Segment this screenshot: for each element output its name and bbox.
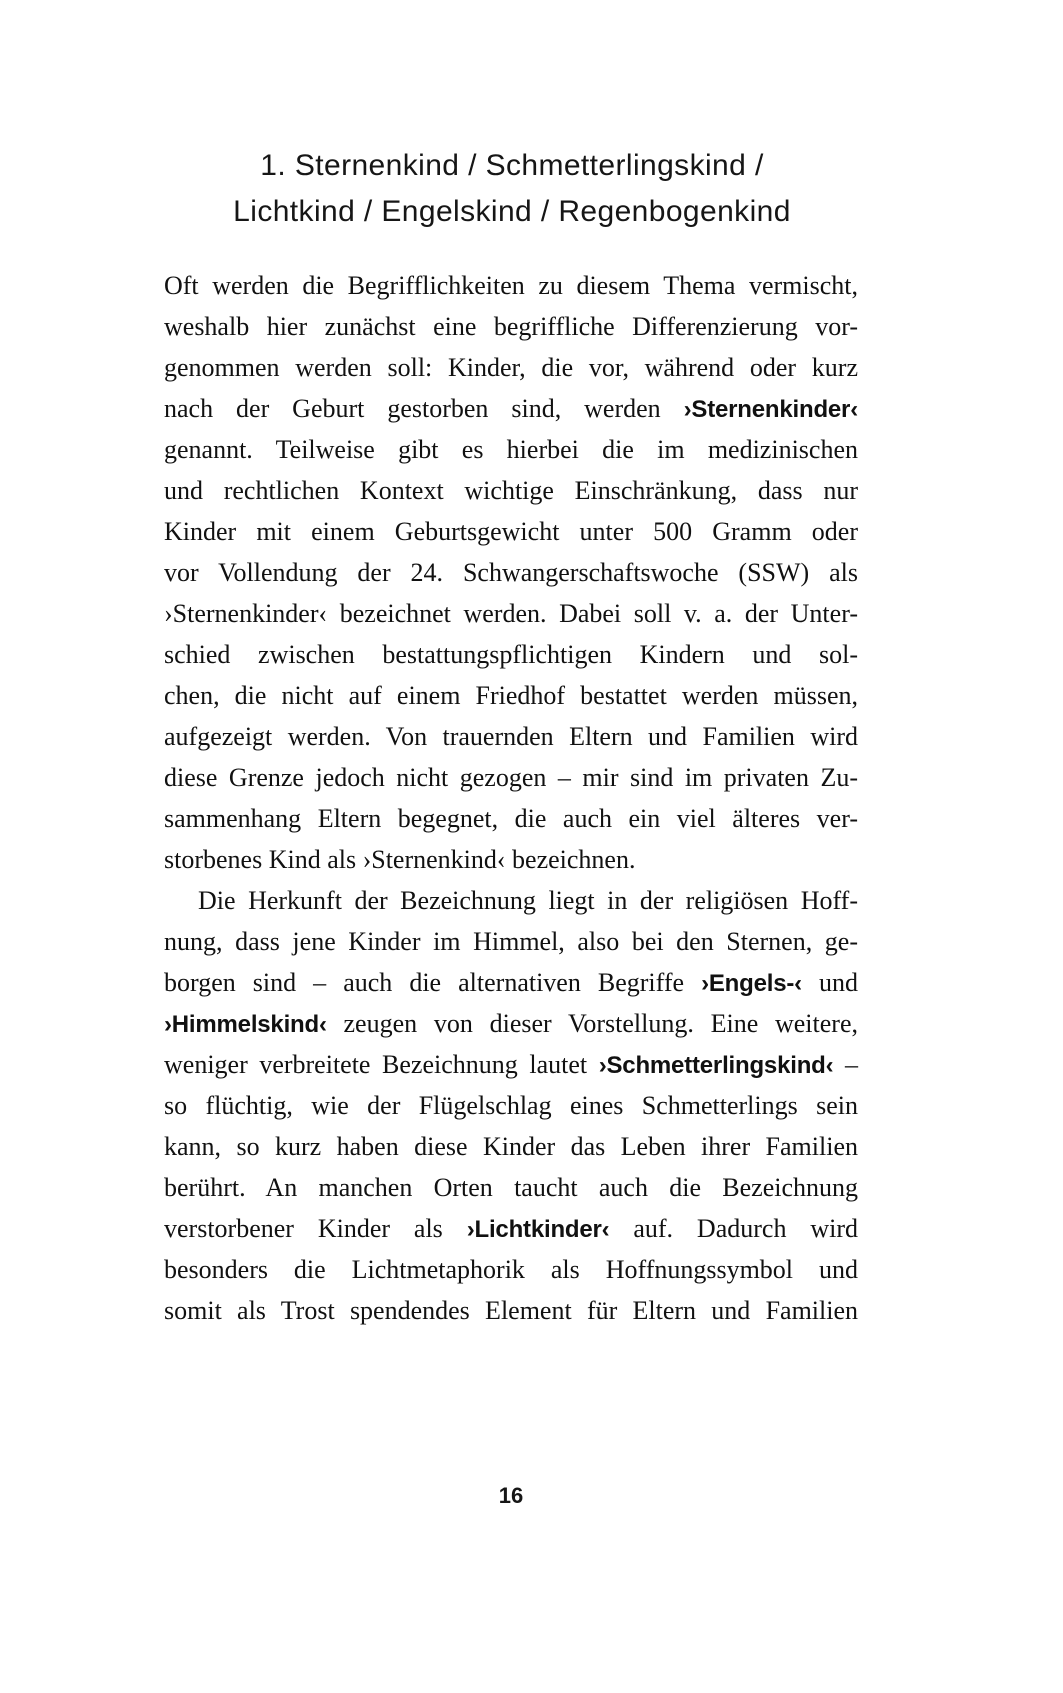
text-line — [164, 388, 858, 429]
text-line — [164, 716, 858, 757]
emphasized-term: ›Schmetterlingskind‹ — [598, 1052, 834, 1079]
text-segment: nach der Geburt gestorben sind, werden — [164, 394, 684, 423]
text-segment: weshalb hier zunächst eine begriffliche Differenzierung vor- — [164, 312, 858, 341]
text-segment: ›Sternenkinder‹ bezeichnet werden. Dabei soll v. a. der Unter- — [164, 599, 858, 628]
page-number: 16 — [498, 1483, 524, 1508]
text-segment: kann, so kurz haben diese Kinder das Leben ihrer Familien — [164, 1132, 858, 1161]
text-segment: aufgezeigt werden. Von trauernden Eltern und Familien wird — [164, 722, 858, 751]
text-line — [164, 470, 858, 511]
chapter-heading-line-1: 1. Sternenkind / Schmetterlingskind / — [260, 149, 764, 182]
text-line — [164, 1126, 858, 1167]
text-line — [164, 962, 858, 1003]
text-line — [164, 634, 858, 675]
text-segment: Die Herkunft der Bezeichnung liegt in der religiösen Hoff- — [198, 886, 858, 915]
text-segment: schied zwischen bestattungspflichtigen Kindern und sol- — [164, 640, 858, 669]
text-segment: chen, die nicht auf einem Friedhof bestattet werden müssen, — [164, 681, 858, 710]
text-segment: weniger verbreitete Bezeichnung lautet — [164, 1050, 599, 1079]
text-segment: und — [801, 968, 858, 997]
text-segment: sammenhang Eltern begegnet, die auch ein viel älteres ver- — [164, 804, 858, 833]
emphasized-term: ›Engels-‹ — [701, 970, 802, 997]
text-line — [164, 1290, 858, 1331]
text-line — [164, 921, 858, 962]
text-segment: genannt. Teilweise gibt es hierbei die im medizinischen — [164, 435, 858, 464]
emphasized-term: ›Lichtkinder‹ — [466, 1216, 610, 1243]
text-line — [164, 839, 858, 880]
text-segment: Kinder mit einem Geburtsgewicht unter 500 Gramm oder — [164, 517, 858, 546]
chapter-heading-line-2: Lichtkind / Engelskind / Regenbogenkind — [233, 195, 791, 228]
text-segment: so flüchtig, wie der Flügelschlag eines Schmetterlings sein — [164, 1091, 858, 1120]
emphasized-term: ›Sternenkinder‹ — [683, 396, 858, 423]
text-segment: somit als Trost spendendes Element für Eltern und Familien — [164, 1296, 858, 1325]
text-line — [164, 1249, 858, 1290]
text-segment: borgen sind – auch die alternativen Begriffe — [164, 968, 702, 997]
text-segment: storbenes Kind als ›Sternenkind‹ bezeichnen. — [164, 845, 636, 874]
text-segment: nung, dass jene Kinder im Himmel, also bei den Sternen, ge- — [164, 927, 858, 956]
text-line — [164, 347, 858, 388]
text-line — [164, 880, 858, 921]
text-line — [164, 675, 858, 716]
text-line — [164, 1044, 858, 1085]
text-line — [164, 798, 858, 839]
text-line — [164, 1003, 858, 1044]
text-line — [164, 1167, 858, 1208]
text-segment: vor Vollendung der 24. Schwangerschaftswoche (SSW) als — [164, 558, 858, 587]
text-line — [164, 306, 858, 347]
text-line — [164, 1208, 858, 1249]
text-segment: diese Grenze jedoch nicht gezogen – mir sind im privaten Zu- — [164, 763, 858, 792]
text-segment: – — [833, 1050, 858, 1079]
text-segment: genommen werden soll: Kinder, die vor, während oder kurz — [164, 353, 858, 382]
text-line — [164, 593, 858, 634]
chapter-heading — [132, 143, 892, 235]
body-text — [164, 265, 858, 1331]
text-segment: berührt. An manchen Orten taucht auch die Bezeichnung — [164, 1173, 858, 1202]
text-line — [164, 1085, 858, 1126]
text-segment: verstorbener Kinder als — [164, 1214, 467, 1243]
text-line — [164, 757, 858, 798]
emphasized-term: ›Himmelskind‹ — [164, 1011, 327, 1038]
text-segment: besonders die Lichtmetaphorik als Hoffnungssymbol und — [164, 1255, 858, 1284]
text-segment: und rechtlichen Kontext wichtige Einschränkung, dass nur — [164, 476, 858, 505]
text-line — [164, 552, 858, 593]
text-line — [164, 429, 858, 470]
text-segment: auf. Dadurch wird — [609, 1214, 858, 1243]
text-segment: zeugen von dieser Vorstellung. Eine weitere, — [326, 1009, 858, 1038]
text-line — [164, 511, 858, 552]
text-segment: Oft werden die Begrifflichkeiten zu diesem Thema vermischt, — [164, 271, 858, 300]
text-line — [164, 265, 858, 306]
